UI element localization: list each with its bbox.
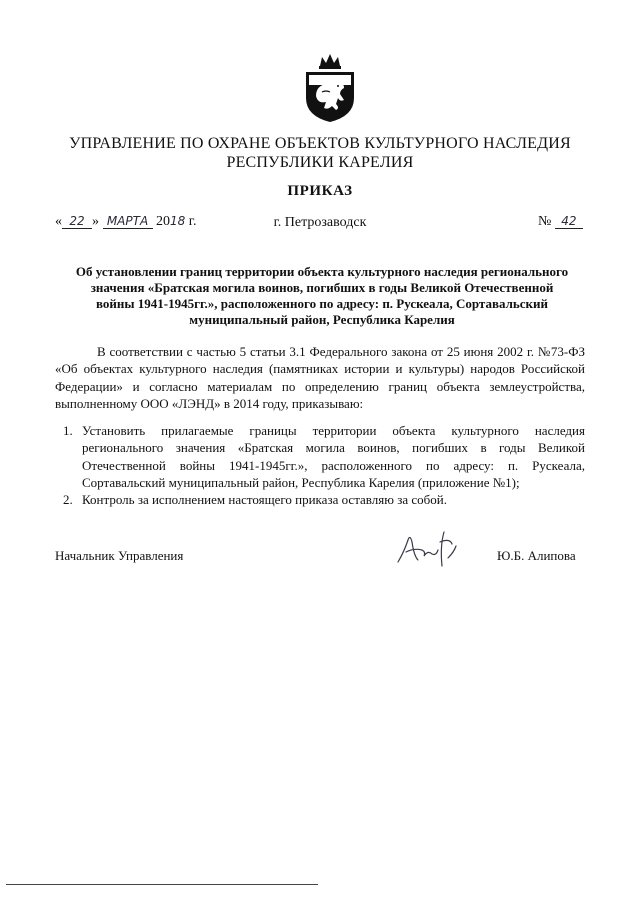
subject-line: войны 1941-1945гг.», расположенного по адресу: п. Рускеала, Сортавальский	[95, 296, 549, 311]
item-number: 1.	[63, 423, 73, 438]
item-text: Установить прилагаемые границы территории объекта культурного наследия регионального значения «Братская могила воинов, погибших в годы Великой Отечественной войны 1941-1945гг.», расположенного по адресу: п. Рускеала, Сортавальский муниципальный район, Республика Карелия (приложение №1);	[82, 423, 585, 490]
date-year-prefix: 20	[156, 214, 170, 229]
agency-name-line2: РЕСПУБЛИКИ КАРЕЛИЯ	[226, 154, 414, 171]
agency-name-line1: УПРАВЛЕНИЕ ПО ОХРАНЕ ОБЪЕКТОВ КУЛЬТУРНОГО НАСЛЕДИЯ	[69, 135, 571, 152]
date-year-unit: г.	[188, 214, 197, 229]
date-open-quote: «	[55, 214, 62, 229]
item-number: 2.	[63, 492, 73, 508]
footer-divider	[6, 884, 318, 885]
signatory-title: Начальник Управления	[55, 548, 184, 563]
coat-of-arms-icon	[300, 52, 360, 124]
number-label: №	[538, 214, 552, 229]
date-day: 22	[62, 215, 92, 229]
city: г. Петрозаводск	[273, 215, 367, 230]
order-subject	[62, 264, 582, 328]
order-items	[55, 422, 585, 508]
list-item	[55, 422, 585, 491]
subject-line: муниципальный район, Республика Карелия	[189, 312, 455, 327]
list-item	[55, 491, 585, 508]
signature-icon	[392, 522, 472, 572]
preamble-paragraph: В соответствии с частью 5 статьи 3.1 Федерального закона от 25 июня 2002 г. №73-ФЗ «Об объектах культурного наследия (памятниках истории и культуры) народов Российской Федерации» и согласно материалам по определению границ объекта землеустройства, выполненному ООО «ЛЭНД» в 2014 году, приказываю:	[55, 344, 585, 411]
order-number	[538, 214, 583, 230]
subject-line: значения «Братская могила воинов, погибших в годы Великой Отечественной	[90, 280, 554, 295]
subject-line: Об установлении границ территории объекта культурного наследия регионального	[75, 264, 569, 279]
date-close-quote: »	[92, 214, 99, 229]
date-year-suffix: 18	[170, 214, 186, 228]
item-text: Контроль за исполнением настоящего приказа оставляю за собой.	[82, 492, 447, 508]
document-type-title: ПРИКАЗ	[287, 183, 353, 199]
number-value: 42	[555, 215, 583, 229]
date-month: МАРТА	[103, 215, 153, 229]
signatory-name: Ю.Б. Алипова	[497, 548, 576, 563]
